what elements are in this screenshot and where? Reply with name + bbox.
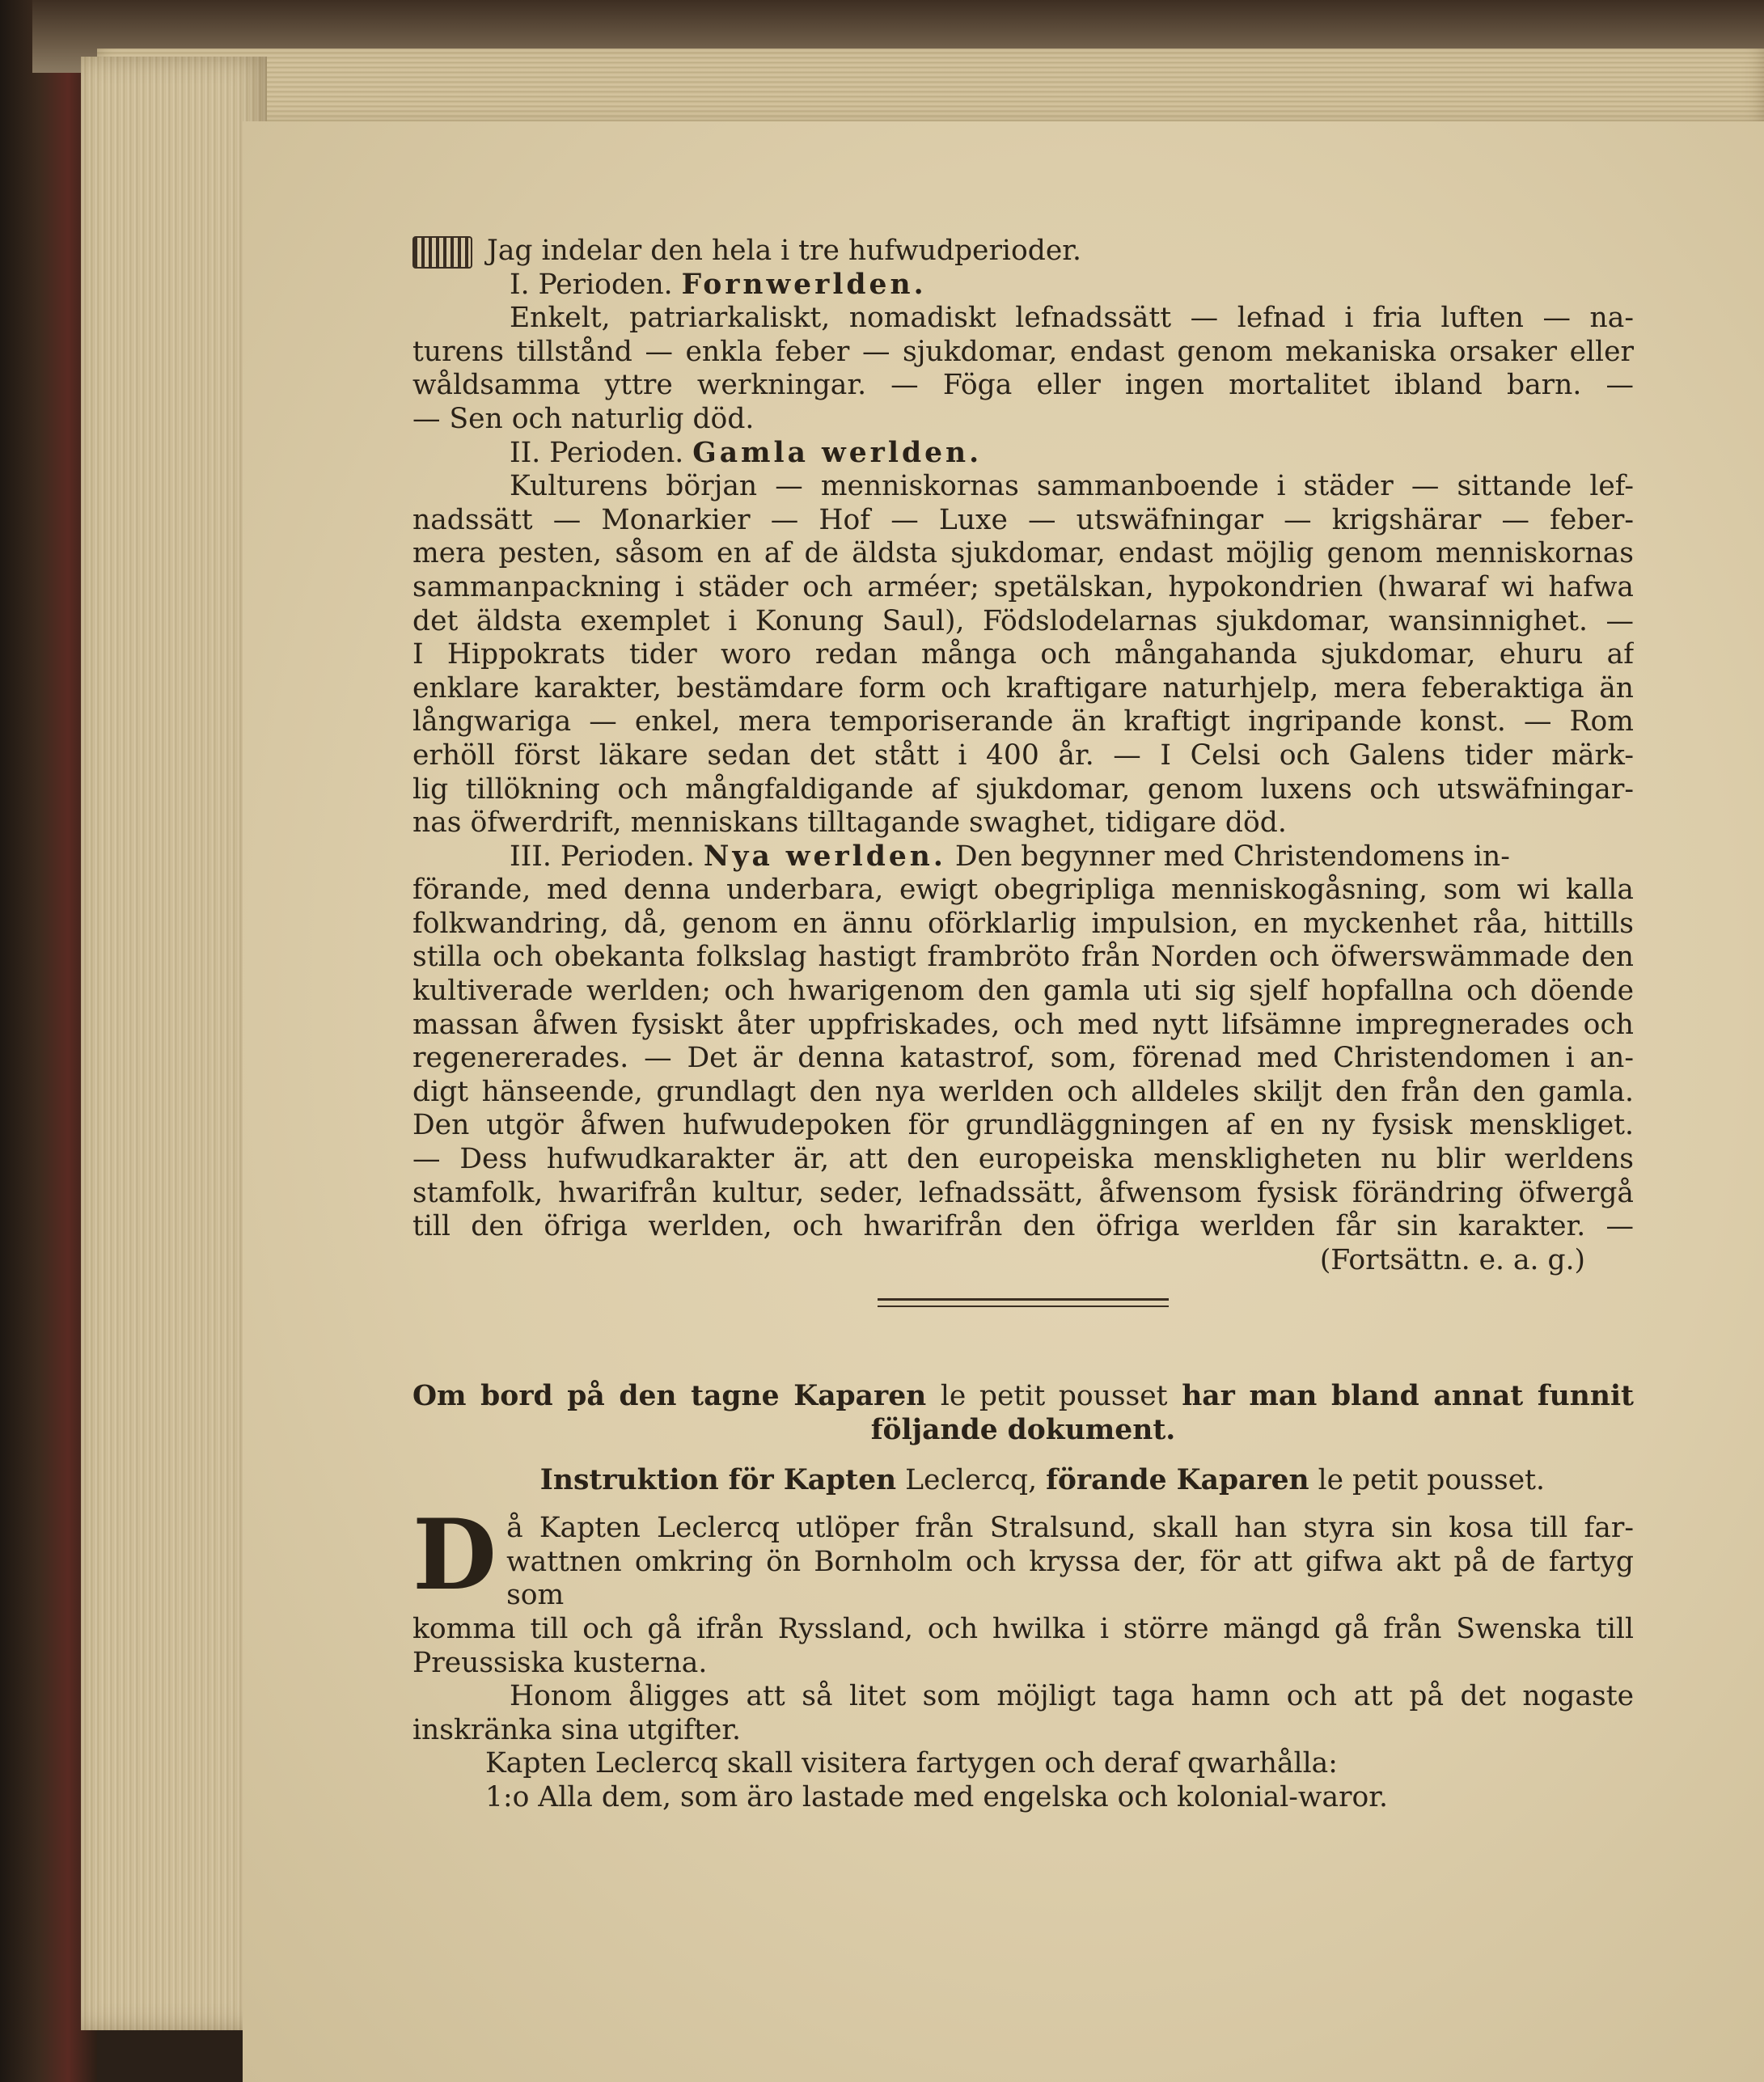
period2-line: erhöll först läkare sedan det stått i 400 år. — I Celsi och Galens tider märk-	[412, 738, 1634, 772]
intro-line: Jag indelar den hela i tre hufwudperioder.	[412, 235, 1634, 269]
paragraph-line: å Kapten Leclercq utlöper från Stralsund, skall han styra sin kosa till far-	[506, 1512, 1634, 1545]
instruction-paragraph-1	[412, 1498, 1634, 1680]
period3-line: stilla och obekanta folkslag hastigt frambröto från Norden och öfwerswämmade den	[412, 941, 1634, 974]
paragraph-line: Honom åligges att så litet som möjligt taga hamn och att på det nogaste	[510, 1680, 1634, 1713]
paragraph-line: inskränka sina utgifter.	[412, 1713, 741, 1746]
period3-line: — Dess hufwudkarakter är, att den europeiska menskligheten nu blir werldens	[412, 1143, 1634, 1176]
period3-heading: III. Perioden. Nya werlden. Den begynner med Christendomens in-	[510, 840, 1510, 873]
period1-line: — Sen och naturlig död.	[412, 402, 755, 435]
section-divider	[878, 1298, 1169, 1307]
period3-line: förande, med denna underbara, ewigt obegripliga menniskogåsning, som wi kalla	[412, 874, 1634, 907]
period3-line: massan åfwen fysiskt åter uppfriskades, och med nytt lifsämne impregnerades och	[412, 1008, 1634, 1041]
period3-line: regenererades. — Det är denna katastrof, som, förenad med Christendomen i an-	[412, 1042, 1634, 1075]
paragraph-line: Kapten Leclercq skall visitera fartygen och deraf qwarhålla:	[485, 1747, 1338, 1780]
period3-line: digt hänseende, grundlagt den nya werlden och alldeles skiljt den från den gamla.	[412, 1075, 1634, 1108]
period1-line: wåldsamma yttre werkningar. — Föga eller ingen mortalitet ibland barn. —	[412, 369, 1634, 402]
period3-line: kultiverade werlden; och hwarigenom den gamla uti sig sjelf hopfallna och döende	[412, 975, 1634, 1008]
paragraph-line: komma till och gå ifrån Ryssland, och hwilka i större mängd gå från Swenska till	[412, 1612, 1634, 1645]
period2-line: enklare karakter, bestämdare form och kraftigare naturhjelp, mera feberaktiga än	[412, 671, 1634, 705]
pointing-hand-icon	[412, 236, 472, 269]
period2-line: nas öfwerdrift, menniskans tilltagande swaghet, tidigare död.	[412, 806, 1287, 840]
page-text	[412, 235, 1634, 2046]
spacer	[412, 1331, 1634, 1380]
drop-cap: D	[412, 1498, 497, 1613]
period3-line: folkwandring, då, genom en ännu oförklarlig impulsion, en myckenhet råa, hittills	[412, 907, 1634, 940]
period3-line: stamfolk, hwarifrån kultur, seder, lefnadssätt, åfwensom fysisk förändring öfwergå	[412, 1176, 1634, 1209]
period2-line: långwariga — enkel, mera temporiserande än kraftigt ingripande konst. — Rom	[412, 705, 1634, 738]
period2-line: sammanpackning i städer och arméer; spetälskan, hypokondrien (hwaraf wi hafwa	[412, 570, 1634, 603]
period3-line: till den öfriga werlden, och hwarifrån den öfriga werlden får sin karakter. —	[412, 1210, 1634, 1243]
paragraph-line: wattnen omkring ön Bornholm och kryssa der, för att gifwa akt på de fartyg som	[506, 1545, 1634, 1612]
period3-line: Den utgör åfwen hufwudepoken för grundläggningen af en ny fysisk menskliget.	[412, 1109, 1634, 1142]
article-subheading: Instruktion för Kapten Leclercq, förande Kaparen le petit pousset.	[539, 1463, 1545, 1496]
period2-line: nadssätt — Monarkier — Hof — Luxe — utswäfningar — krigshärar — feber-	[412, 503, 1634, 536]
period2-line: mera pesten, såsom en af de äldsta sjukdomar, endast möjlig genom menniskornas	[412, 537, 1634, 570]
period2-line: Kulturens början — menniskornas sammanboende i städer — sittande lef-	[510, 470, 1634, 503]
period1-heading: I. Perioden. Fornwerlden.	[510, 268, 927, 301]
period2-line: I Hippokrats tider woro redan många och mångahanda sjukdomar, ehuru af	[412, 638, 1634, 671]
continuation-note: (Fortsättn. e. a. g.)	[1319, 1243, 1585, 1276]
paragraph-line: Preussiska kusterna.	[412, 1646, 708, 1679]
period1-line: Enkelt, patriarkaliskt, nomadiskt lefnadssätt — lefnad i fria luften — na-	[510, 302, 1634, 335]
article-heading: Om bord på den tagne Kaparen le petit pousset har man bland annat funnit	[412, 1380, 1634, 1413]
period1-line: turens tillstånd — enkla feber — sjukdomar, endast genom mekaniska orsaker eller	[412, 335, 1634, 368]
period2-heading: II. Perioden. Gamla werlden.	[510, 436, 983, 469]
list-item: 1:o Alla dem, som äro lastade med engelska och kolonial-waror.	[485, 1780, 1388, 1813]
period2-line: lig tillökning och mångfaldigande af sjukdomar, genom luxens och utswäfningar-	[412, 772, 1634, 806]
period2-line: det äldsta exemplet i Konung Saul), Födslodelarnas sjukdomar, wansinnighet. —	[412, 604, 1634, 637]
article-heading-line2: följande dokument.	[870, 1414, 1176, 1446]
page-stack-side-edge	[81, 57, 267, 2030]
